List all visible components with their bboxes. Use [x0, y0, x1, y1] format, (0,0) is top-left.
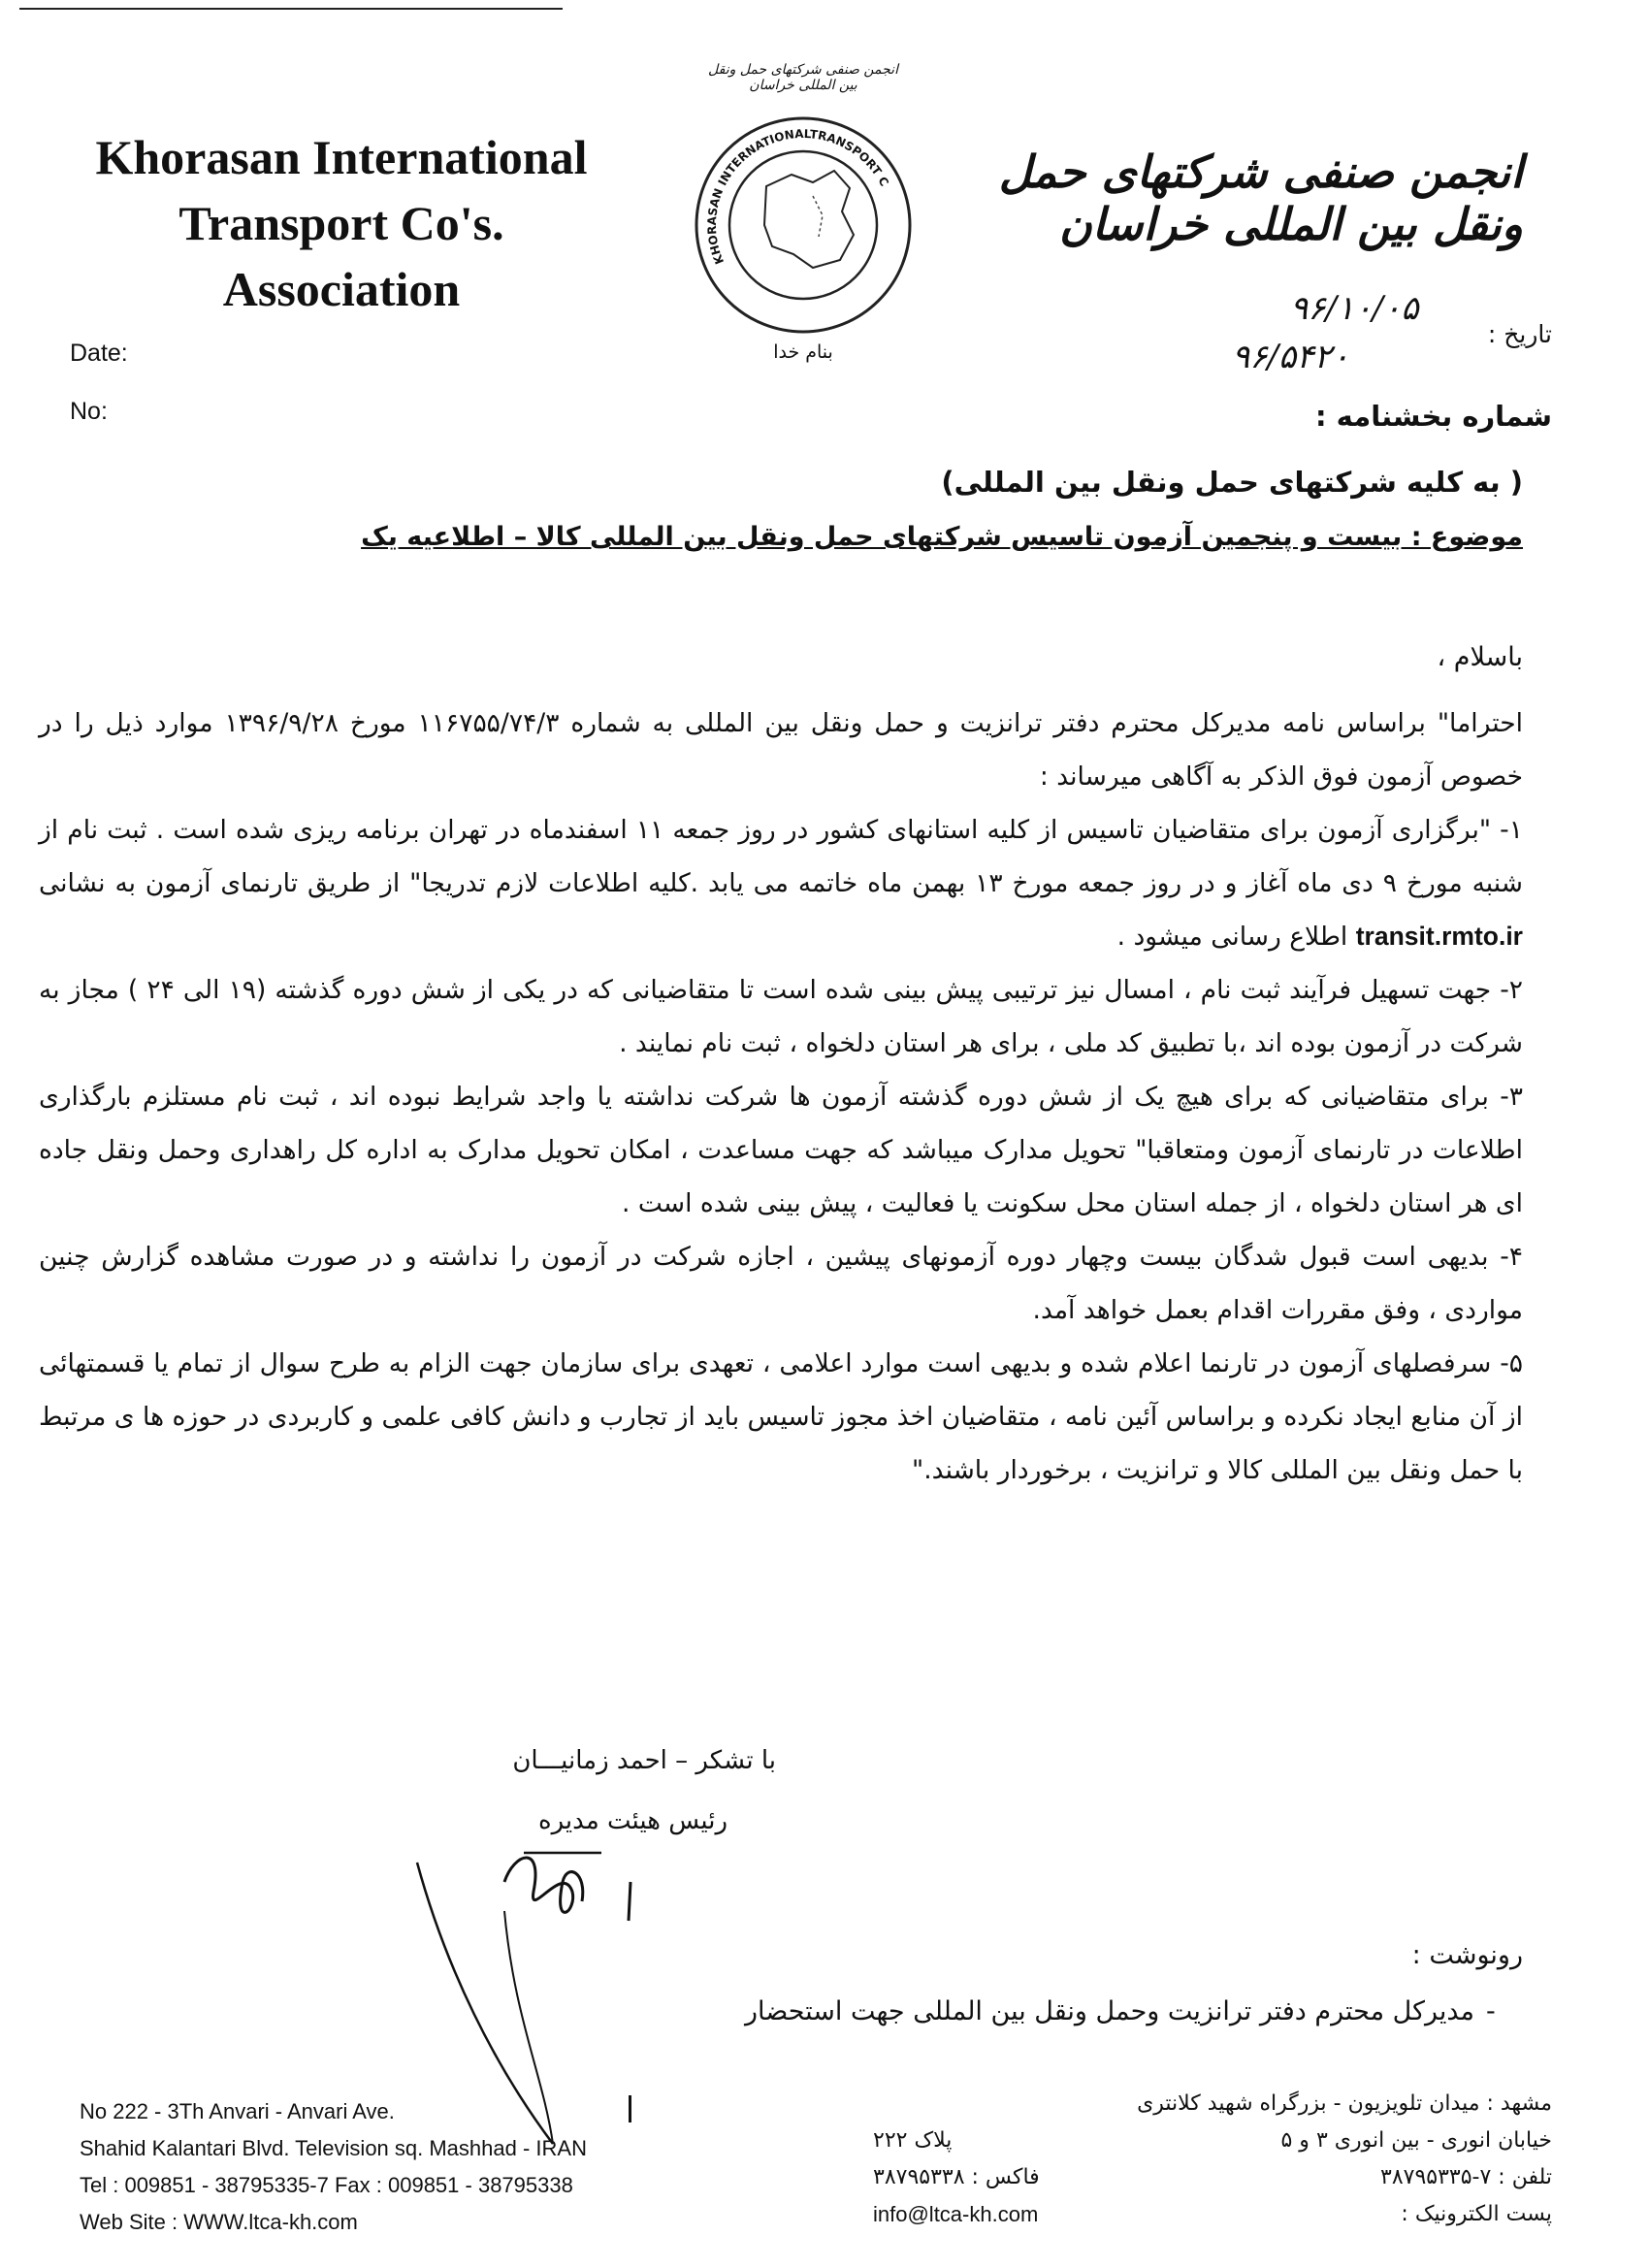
- cc-label: رونوشت :: [1411, 1940, 1523, 1970]
- seal-caption: بنام خدا: [773, 341, 833, 363]
- number-value: ۹۶/۵۴۲۰: [1232, 338, 1350, 376]
- footer-fa-line1: مشهد : میدان تلویزیون - بزرگراه شهید کلانتری: [1137, 2091, 1552, 2116]
- org-name-en-line2: Transport Co's. Association: [178, 196, 504, 316]
- cc-line: مدیرکل محترم دفتر ترانزیت وحمل ونقل بین المللی جهت استحضار: [745, 1996, 1474, 2026]
- top-rule: [19, 8, 563, 10]
- footer-en-line1: No 222 - 3Th Anvari - Anvari Ave.: [80, 2099, 395, 2123]
- footer-fa-phone: تلفن : ۷-۳۸۷۹۵۳۳۵: [1380, 2165, 1552, 2189]
- footer-fa-line4: [873, 2196, 1552, 2233]
- org-name-en: [70, 124, 613, 322]
- intro-paragraph: احتراما" براساس نامه مدیرکل محترم دفتر ترانزیت و حمل ونقل بین المللی به شماره ۱۱۶۷۵۵/۷۴/۳ مورخ ۱۳۹۶/۹/۲۸ موارد ذیل را در خصوص آزمون فوق الذکر به آگاهی میرساند :: [39, 708, 1523, 792]
- date-label-en: Date:: [70, 340, 128, 367]
- footer-en-line2: Shahid Kalantari Blvd. Television sq. Mashhad - IRAN: [80, 2136, 587, 2160]
- seal-ring-text: KHORASAN INTERNATIONALTRANSPORT CO: [704, 126, 891, 267]
- footer-email[interactable]: info@ltca-kh.com: [873, 2202, 1039, 2226]
- list-item-4: ۴- بدیهی است قبول شدگان بیست وچهار دوره آزمونهای پیشین ، اجازه شرکت در آزمون را نداشته و در صورت مشاهده گزارش چنین مواردی ، وفق مقررات اقدام بعمل خواهد آمد.: [39, 1242, 1523, 1325]
- footer-en-line3: Tel : 009851 - 38795335-7 Fax : 009851 - 38795338: [80, 2173, 573, 2197]
- org-name-en-line1: Khorasan International: [95, 130, 588, 184]
- footer-fa-line2: [873, 2122, 1552, 2159]
- cc-bullet: -: [1486, 1996, 1496, 2026]
- association-seal: [677, 62, 929, 380]
- date-value: ۹۶/۱۰/۰۵: [1290, 289, 1419, 328]
- list-item-1-end: اطلاع رسانی میشود .: [1116, 922, 1348, 952]
- list-item-1: [39, 803, 1523, 963]
- subject-line: موضوع : بیست و پنجمین آزمون تاسیس شرکتهای حمل ونقل بین المللی کالا – اطلاعیه یک: [361, 522, 1523, 552]
- list-item-2: ۲- جهت تسهیل فرآیند ثبت نام ، امسال نیز ترتیبی پیش بینی شده است تا متقاضیانی که در یکی از شش دوره گذشته (۱۹ الی ۲۴ ) مجاز به شرکت در آزمون بوده اند ،با تطبیق کد ملی ، برای هر استان دلخواه ، ثبت نام نمایند .: [39, 975, 1523, 1058]
- no-label-en: No:: [70, 398, 108, 425]
- list-item-5: ۵- سرفصلهای آزمون در تارنما اعلام شده و بدیهی است موارد اعلامی ، تعهدی برای سازمان جهت الزام به طرح سوال از تمام یا قسمتهائی از آن منابع ایجاد نکرده و براساس آئین نامه ، متقاضیان اخذ مجوز تاسیس باید از تجارب و دانش کافی علمی و کاربردی در حوزه ها ی مرتبط با حمل ونقل بین المللی کالا و ترانزیت ، برخوردار باشند.": [39, 1348, 1523, 1485]
- seal-top-text: انجمن صنفی شرکتهای حمل ونقل بین المللی خراسان: [708, 62, 898, 93]
- signature-closing: با تشکر – احمد زمانیـــان: [512, 1746, 776, 1775]
- circular-label: شماره بخشنامه :: [1314, 400, 1552, 433]
- footer-fa-fax: فاکس : ۳۸۷۹۵۳۳۸: [873, 2165, 1040, 2189]
- signature-title: رئیس هیئت مدیره: [537, 1806, 728, 1835]
- footer-fa-street: خیابان انوری - بین انوری ۳ و ۵: [1280, 2128, 1552, 2153]
- greeting: باسلام ،: [1437, 642, 1523, 672]
- footer-fa-plaque: پلاک ۲۲۲: [873, 2128, 953, 2153]
- org-name-fa: انجمن صنفی شرکتهای حمل ونقل بین المللی خراسان: [998, 146, 1523, 250]
- letter-body: [39, 697, 1523, 1497]
- footer-fa-line3: [873, 2159, 1552, 2196]
- seal-graphic: [677, 70, 929, 380]
- list-item-1-text: ۱- "برگزاری آزمون برای متقاضیان تاسیس از کلیه استانهای کشور در روز جمعه ۱۱ اسفندماه در تهران برنامه ریزی شده است . ثبت نام از شنبه مورخ ۹ دی ماه آغاز و در روز جمعه مورخ ۱۳ بهمن ماه خاتمه می یابد .کلیه اطلاعات لازم تدریجا" از طریق تارنمای آزمون به نشانی: [39, 815, 1523, 898]
- footer-address-en: [80, 2093, 759, 2241]
- list-item-3: ۳- برای متقاضیانی که برای هیچ یک از شش دوره گذشته آزمون ها شرکت نداشته یا واجد شرایط نبوده اند ، ثبت نام مستلزم بارگذاری اطلاعات در تارنمای آزمون ومتعاقبا" تحویل مدارک میباشد که جهت مساعدت ، امکان تحویل مدارک به اداره کل راهداری وحمل ونقل جاده ای هر استان دلخواه ، از جمله استان محل سکونت یا فعالیت ، پیش بینی شده است .: [39, 1082, 1523, 1218]
- exam-website-link[interactable]: transit.rmto.ir: [1355, 922, 1523, 951]
- date-label-fa: تاریخ :: [1487, 320, 1552, 348]
- footer-fa-email-label: پست الکترونیک :: [1401, 2202, 1552, 2226]
- footer-website[interactable]: Web Site : WWW.ltca-kh.com: [80, 2210, 358, 2234]
- footer-address-fa: [873, 2086, 1552, 2233]
- recipient-line: ( به کلیه شرکتهای حمل ونقل بین المللی): [941, 466, 1523, 499]
